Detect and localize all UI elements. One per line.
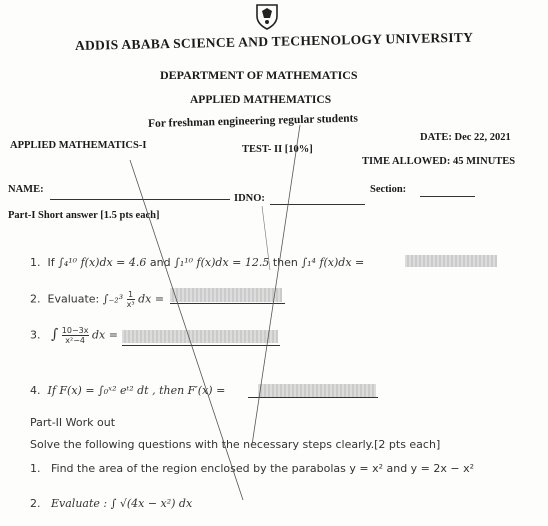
q1-integral-2: ∫₁¹⁰ f(x)dx = 12.5 — [174, 256, 270, 269]
q3-numerator: 10−3x — [61, 326, 89, 335]
name-label: NAME: — [8, 184, 44, 195]
q2-numerator: 1 — [128, 290, 134, 299]
time-allowed: TIME ALLOWED: 45 MINUTES — [362, 156, 516, 167]
strike-small — [262, 206, 270, 270]
q1-and: and — [149, 256, 171, 269]
q2-number: 2. — [30, 292, 41, 306]
q4-text: If F(x) = ∫₀ˣ² eᵗ² dt , then F′(x) = — [47, 384, 226, 397]
q1-integral-1: ∫₄¹⁰ f(x)dx = 4.6 — [58, 256, 147, 269]
q3-denominator: x²−4 — [65, 336, 86, 345]
q1-then: then — [272, 256, 298, 269]
strike-right — [252, 125, 300, 445]
p2-q1-text: Find the area of the region enclosed by the parabolas y = x² and y = 2x − x² — [51, 462, 475, 475]
q2-integral: ∫₋₂³ — [102, 292, 124, 306]
p2-q1-number: 1. — [30, 462, 41, 475]
exam-date: DATE: Dec 22, 2021 — [420, 132, 511, 143]
q1-integral-3: ∫₁⁴ f(x)dx = — [301, 256, 365, 269]
test-label: TEST- II [10%] — [242, 144, 313, 155]
university-name: ADDIS ABABA SCIENCE AND TECHENOLOGY UNIVERSITY — [74, 29, 474, 53]
q4-number: 4. — [30, 384, 41, 397]
p2-q2-text: Evaluate : ∫ √(4x − x²) dx — [51, 497, 193, 510]
q1-if: If — [47, 256, 55, 269]
idno-label: IDNO: — [234, 193, 265, 204]
course-title: APPLIED MATHEMATICS — [190, 94, 332, 106]
q2-evaluate: Evaluate: — [47, 292, 100, 306]
part2-instruction: Solve the following questions with the necessary steps clearly.[2 pts each] — [30, 438, 441, 451]
q2-tail: dx = — [138, 292, 165, 306]
section-label: Section: — [370, 184, 407, 195]
q3-tail: dx = — [92, 328, 118, 342]
q3-integral-sign: ∫ — [51, 326, 59, 343]
q2-denominator: x³ — [126, 300, 135, 309]
q3-number: 3. — [30, 328, 41, 342]
p2-q2-number: 2. — [30, 497, 41, 510]
department-name: DEPARTMENT OF MATHEMATICS — [160, 68, 358, 82]
part2-heading: Part-II Work out — [30, 416, 116, 429]
part1-heading: Part-I Short answer [1.5 pts each] — [8, 210, 160, 221]
course-code: APPLIED MATHEMATICS-I — [10, 140, 147, 151]
audience-line: For freshman engineering regular students — [147, 112, 359, 130]
q1-number: 1. — [30, 256, 41, 269]
strike-left — [130, 160, 243, 500]
